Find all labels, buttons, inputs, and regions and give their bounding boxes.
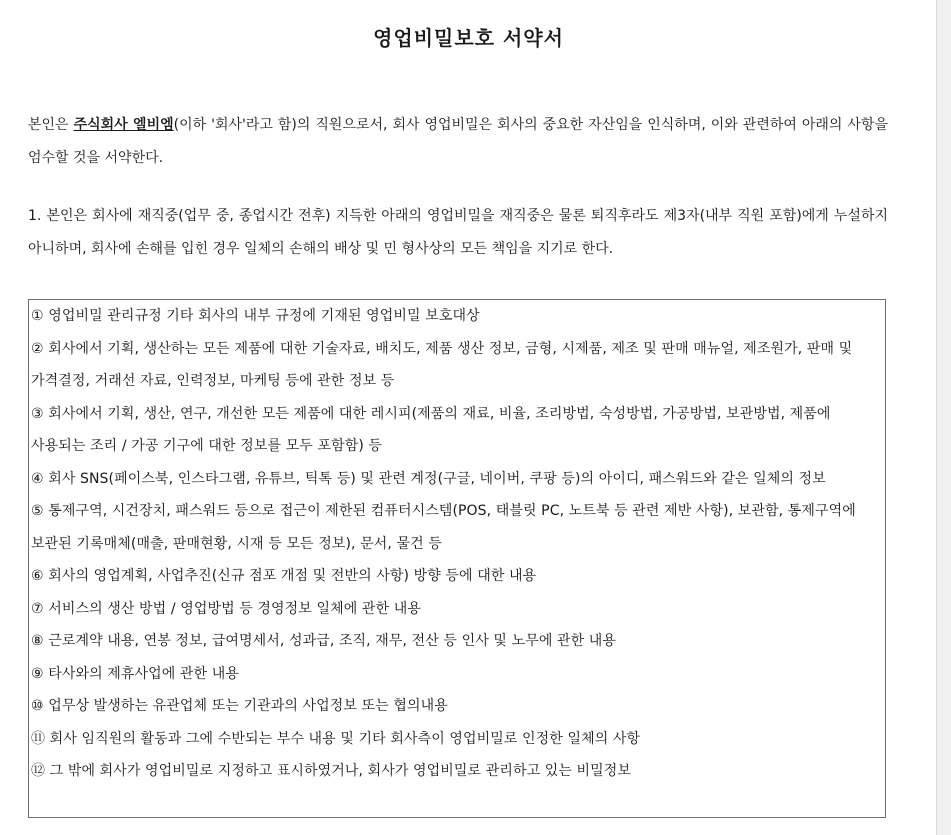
company-name: 주식회사 엘비엠 [73,117,174,133]
vertical-scrollbar[interactable] [936,0,951,835]
secret-item-5: ⑤ 통제구역, 시건장치, 패스워드 등으로 접근이 제한된 컴퓨터시스템(POS, 태블릿 PC, 노트북 등 관련 제반 사항), 보관함, 통제구역에 보관된 기록매체(매출, 판매현황, 시재 등 모든 정보), 문서, 물건 등 [31,503,856,552]
intro-paragraph [28,109,888,175]
secret-item-3: ③ 회사에서 기획, 생산, 연구, 개선한 모든 제품에 대한 레시피(제품의 재료, 비율, 조리방법, 숙성방법, 가공방법, 보관방법, 제품에 사용되는 조리 / 가공 기구에 대한 정보를 모두 포함함) 등 [31,405,831,454]
secret-items-box [28,299,886,818]
secret-item-12: ⑫ 그 밖에 회사가 영업비밀로 지정하고 표시하였거나, 회사가 영업비밀로 관리하고 있는 비밀정보 [31,763,632,779]
secret-item-4: ④ 회사 SNS(페이스북, 인스타그램, 유튜브, 틱톡 등) 및 관련 계정(구글, 네이버, 쿠팡 등)의 아이디, 패스워드와 같은 일체의 정보 [31,470,826,487]
secret-item-2: ② 회사에서 기획, 생산하는 모든 제품에 대한 기술자료, 배치도, 제품 생산 정보, 금형, 시제품, 제조 및 판매 매뉴얼, 제조원가, 판매 및 가격결정, 거래선 자료, 인력정보, 마케팅 등에 관한 정보 등 [31,340,853,389]
intro-text-before: 본인은 [28,117,74,133]
secret-item-6: ⑥ 회사의 영업계획, 사업추진(신규 점포 개점 및 전반의 사항) 방향 등에 대한 내용 [31,568,537,584]
clause-1-paragraph: 1. 본인은 회사에 재직중(업무 중, 종업시간 전후) 지득한 아래의 영업비밀을 재직중은 물론 퇴직후라도 제3자(내부 직원 포함)에게 누설하지 아니하며, 회사에 손해를 입힌 경우 일체의 손해의 배상 및 민 형사상의 모든 책임을 지기로 한다. [28,208,888,257]
secret-item-8: ⑧ 근로계약 내용, 연봉 정보, 급여명세서, 성과급, 조직, 재무, 전산 등 인사 및 노무에 관한 내용 [31,633,617,649]
secret-item-11: ⑪ 회사 임직원의 활동과 그에 수반되는 부수 내용 및 기타 회사측이 영업비밀로 인정한 일체의 사항 [31,730,641,747]
secret-item-1: ① 영업비밀 관리규정 기타 회사의 내부 규정에 기재된 영업비밀 보호대상 [31,308,480,324]
secret-item-7: ⑦ 서비스의 생산 방법 / 영업방법 등 경영정보 일체에 관한 내용 [31,600,421,617]
secret-item-9: ⑨ 타사와의 제휴사업에 관한 내용 [31,665,239,682]
scrollbar-thumb[interactable] [940,0,948,835]
secret-item-10: ⑩ 업무상 발생하는 유관업체 또는 기관과의 사업정보 또는 협의내용 [31,698,448,714]
document-title: 영업비밀보호 서약서 [373,26,564,50]
intro-text-after: (이하 '회사'라고 함)의 직원으로서, 회사 영업비밀은 회사의 중요한 자산임을 인식하며, 이와 관련하여 아래의 사항을 엄수할 것을 서약한다. [28,117,888,166]
